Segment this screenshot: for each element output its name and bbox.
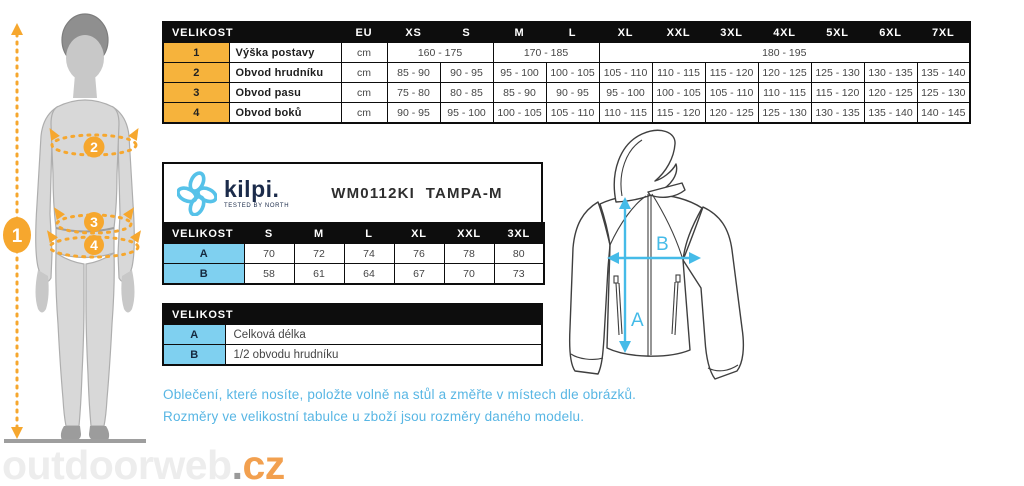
arrow-down-icon (11, 427, 23, 439)
size-cell: 120 - 125 (705, 103, 758, 124)
product-header-xxl: XXL (444, 223, 494, 244)
size-cell: 125 - 130 (758, 103, 811, 124)
badge-1-number: 1 (11, 226, 23, 247)
row-number: 2 (163, 63, 229, 83)
size-cell: 115 - 120 (811, 83, 864, 103)
figure-right-hand (121, 270, 134, 313)
row-unit: cm (341, 43, 387, 63)
kilpi-knot-icon (177, 170, 217, 216)
size-table-header-xs: XS (387, 22, 440, 43)
row-number: 4 (163, 103, 229, 124)
watermark-name: outdoorweb (2, 442, 232, 486)
product-header-3xl: 3XL (494, 223, 544, 244)
legend-table (162, 303, 543, 366)
legend-desc-a: Celková délka (225, 325, 542, 345)
value-cell: 67 (394, 264, 444, 285)
value-cell: 61 (294, 264, 344, 285)
product-table-header-row (163, 223, 544, 244)
jacket-label-b: B (656, 234, 669, 255)
row-unit: cm (341, 103, 387, 124)
brand-name: kilpi. (224, 175, 280, 202)
value-cell: 70 (244, 244, 294, 264)
product-box (162, 162, 543, 285)
badge-2-number: 2 (90, 139, 98, 155)
row-label: Obvod boků (229, 103, 341, 124)
table-row-chest (163, 63, 970, 83)
measurement-notes (163, 384, 636, 427)
product-header-velikost: VELIKOST (163, 223, 244, 244)
jacket-label-a: A (631, 310, 644, 331)
size-cell: 105 - 110 (599, 63, 652, 83)
value-cell: 80 (494, 244, 544, 264)
legend-key-a: A (163, 325, 225, 345)
figure-right-foot (89, 426, 109, 440)
table-row-height (163, 43, 970, 63)
product-size-table (162, 222, 545, 285)
size-cell: 140 - 145 (917, 103, 970, 124)
size-cell: 120 - 125 (758, 63, 811, 83)
size-cell: 125 - 130 (917, 83, 970, 103)
size-cell: 110 - 115 (599, 103, 652, 124)
legend-header-velikost: VELIKOST (163, 304, 542, 325)
size-cell: 90 - 95 (546, 83, 599, 103)
size-cell: 160 - 175 (387, 43, 493, 63)
row-unit: cm (341, 63, 387, 83)
size-table-header-3xl: 3XL (705, 22, 758, 43)
size-cell: 120 - 125 (864, 83, 917, 103)
badge-4-number: 4 (90, 237, 98, 253)
product-header-xl: XL (394, 223, 444, 244)
row-label: Obvod hrudníku (229, 63, 341, 83)
size-table-header-6xl: 6XL (864, 22, 917, 43)
figure-left-foot (61, 426, 81, 440)
value-cell: 78 (444, 244, 494, 264)
size-table-header-xxl: XXL (652, 22, 705, 43)
row-unit: cm (341, 83, 387, 103)
row-label: Výška postavy (229, 43, 341, 63)
size-cell: 85 - 90 (387, 63, 440, 83)
value-cell: 74 (344, 244, 394, 264)
arrow-up-icon (11, 23, 23, 35)
size-table-header-velikost: VELIKOST (163, 22, 341, 43)
size-cell: 75 - 80 (387, 83, 440, 103)
table-row-hips (163, 103, 970, 124)
badge-3-number: 3 (90, 214, 98, 230)
size-cell: 110 - 115 (758, 83, 811, 103)
size-cell: 105 - 110 (546, 103, 599, 124)
kilpi-logo (164, 170, 303, 216)
body-figure-illustration (0, 4, 160, 450)
legend-row-b (163, 345, 542, 366)
size-table-header-7xl: 7XL (917, 22, 970, 43)
size-cell: 90 - 95 (440, 63, 493, 83)
size-cell: 125 - 130 (811, 63, 864, 83)
size-table-header-xl: XL (599, 22, 652, 43)
row-number: 1 (163, 43, 229, 63)
kilpi-wordmark (224, 175, 290, 209)
jacket-right-sleeve (683, 207, 743, 379)
row-label: Obvod pasu (229, 83, 341, 103)
figure-left-hand (36, 270, 49, 313)
size-cell: 135 - 140 (864, 103, 917, 124)
row-key-a: A (163, 244, 244, 264)
size-table-header-row (163, 22, 970, 43)
value-cell: 70 (444, 264, 494, 285)
size-table-header-5xl: 5XL (811, 22, 864, 43)
size-cell: 100 - 105 (546, 63, 599, 83)
brand-tagline: TESTED BY NORTH (224, 202, 290, 209)
table-row-waist (163, 83, 970, 103)
size-cell: 85 - 90 (493, 83, 546, 103)
size-cell: 105 - 110 (705, 83, 758, 103)
jacket-left-sleeve (570, 202, 610, 374)
size-cell: 95 - 100 (440, 103, 493, 124)
product-header-l: L (344, 223, 394, 244)
value-cell: 64 (344, 264, 394, 285)
size-cell: 130 - 135 (811, 103, 864, 124)
product-code: WM0112KI TAMPA-M (331, 184, 503, 202)
figure-right-leg (86, 253, 114, 426)
legend-key-b: B (163, 345, 225, 366)
watermark-dot: . (231, 442, 243, 486)
product-header-m: M (294, 223, 344, 244)
size-table-header-m: M (493, 22, 546, 43)
size-cell: 100 - 105 (493, 103, 546, 124)
brand-header (162, 162, 543, 224)
size-table-header-4xl: 4XL (758, 22, 811, 43)
watermark-tld: cz (242, 442, 285, 486)
outdoorweb-watermark (2, 442, 285, 486)
jacket-illustration (558, 128, 810, 386)
size-cell: 100 - 105 (652, 83, 705, 103)
value-cell: 58 (244, 264, 294, 285)
row-number: 3 (163, 83, 229, 103)
legend-header-row (163, 304, 542, 325)
row-key-b: B (163, 264, 244, 285)
legend-desc-b: 1/2 obvodu hrudníku (225, 345, 542, 366)
size-cell: 130 - 135 (864, 63, 917, 83)
size-table-header-l: L (546, 22, 599, 43)
value-cell: 76 (394, 244, 444, 264)
legend-row-a (163, 325, 542, 345)
size-cell: 90 - 95 (387, 103, 440, 124)
size-cell: 115 - 120 (652, 103, 705, 124)
figure-neck (73, 74, 97, 98)
size-cell: 95 - 100 (493, 63, 546, 83)
size-cell: 115 - 120 (705, 63, 758, 83)
product-row-a (163, 244, 544, 264)
note-line-1: Oblečení, které nosíte, položte volně na stůl a změřte v místech dle obrázků. (163, 387, 637, 402)
size-table-header-s: S (440, 22, 493, 43)
figure-left-leg (56, 253, 84, 426)
size-cell: 80 - 85 (440, 83, 493, 103)
size-table (162, 21, 971, 124)
product-header-s: S (244, 223, 294, 244)
size-cell: 110 - 115 (652, 63, 705, 83)
size-cell: 180 - 195 (599, 43, 970, 63)
value-cell: 72 (294, 244, 344, 264)
note-line-2: Rozměry ve velikostní tabulce u zboží jsou rozměry daného modelu. (163, 408, 585, 424)
size-cell: 170 - 185 (493, 43, 599, 63)
size-cell: 95 - 100 (599, 83, 652, 103)
size-table-header-eu: EU (341, 22, 387, 43)
value-cell: 73 (494, 264, 544, 285)
product-row-b (163, 264, 544, 285)
size-cell: 135 - 140 (917, 63, 970, 83)
